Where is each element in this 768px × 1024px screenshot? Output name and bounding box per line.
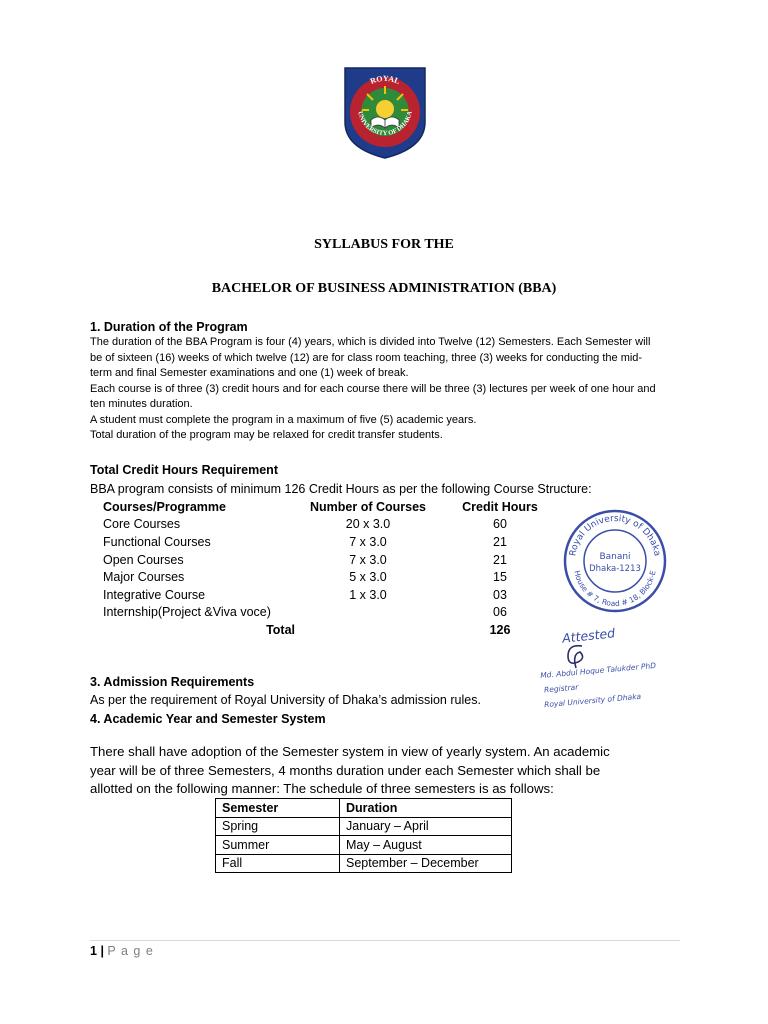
table-row bbox=[216, 817, 512, 836]
section1-line: ten minutes duration. bbox=[90, 398, 193, 410]
footer-divider bbox=[90, 940, 680, 941]
credit-intro: BBA program consists of minimum 126 Credit Hours as per the following Course Structure: bbox=[90, 482, 592, 496]
total-label-cell bbox=[103, 621, 295, 639]
semester-table-header bbox=[216, 799, 512, 818]
section1-line: A student must complete the program in a maximum of five (5) academic years. bbox=[90, 413, 477, 426]
semester-duration: May – August bbox=[340, 836, 512, 855]
table-row bbox=[103, 516, 559, 534]
section1-line: Total duration of the program may be relaxed for credit transfer students. bbox=[90, 429, 443, 441]
university-stamp bbox=[562, 508, 668, 614]
section3-heading: 3. Admission Requirements bbox=[90, 675, 255, 689]
logo-ring-text: UNIVERSITY OF DHAKA bbox=[356, 110, 414, 138]
course-credit: 15 bbox=[493, 570, 507, 585]
svg-text:Royal University of Dhaka bbox=[568, 514, 661, 557]
semester-duration: September – December bbox=[340, 854, 512, 873]
semester-duration: January – April bbox=[340, 817, 512, 836]
table-row bbox=[103, 551, 559, 569]
course-count: 7 x 3.0 bbox=[349, 552, 387, 567]
stamp-line-2: Dhaka-1213 bbox=[589, 564, 641, 574]
course-count: 7 x 3.0 bbox=[349, 534, 387, 549]
section1-line: The duration of the BBA Program is four (4) years, which is divided into Twelve (12) Semesters. Each Semester will bbox=[90, 336, 651, 348]
signatory-org: Royal University of Dhaka bbox=[543, 691, 642, 710]
section4-heading: 4. Academic Year and Semester System bbox=[90, 712, 326, 726]
credit-total-row bbox=[103, 621, 559, 639]
course-credit: 03 bbox=[493, 587, 507, 602]
university-logo bbox=[340, 64, 430, 160]
section4-line: year will be of three Semesters, 4 months duration under each Semester which shall be bbox=[90, 762, 601, 778]
semester-table bbox=[215, 798, 512, 873]
stamp-ring-text: Royal University of Dhaka bbox=[568, 513, 662, 557]
section4-body bbox=[90, 743, 610, 799]
table-row bbox=[103, 568, 559, 586]
section1-line: term and final Semester examinations and one (1) week of break. bbox=[90, 367, 409, 379]
page-footer bbox=[90, 944, 154, 958]
credit-table-header bbox=[103, 498, 559, 516]
section1-line: Each course is of three (3) credit hours and for each course there will be three (3) lectures per week of one hour and bbox=[90, 382, 656, 395]
col-duration: Duration bbox=[340, 799, 512, 818]
total-label: Total bbox=[266, 622, 295, 637]
course-count: 1 x 3.0 bbox=[349, 587, 387, 602]
course-name: Major Courses bbox=[103, 570, 185, 585]
col-courses: Courses/Programme bbox=[103, 499, 226, 514]
course-count: 5 x 3.0 bbox=[349, 570, 387, 585]
course-name: Open Courses bbox=[103, 552, 184, 567]
section1-line: be of sixteen (16) weeks of which twelve (12) are for class room teaching, three (3) weeks for conducting the mid- bbox=[90, 351, 643, 364]
course-credit: 21 bbox=[493, 534, 507, 549]
section1-heading: 1. Duration of the Program bbox=[90, 320, 248, 334]
col-semester: Semester bbox=[216, 799, 340, 818]
stamp-line-1: Banani bbox=[599, 552, 631, 562]
credit-heading: Total Credit Hours Requirement bbox=[90, 463, 278, 477]
course-name: Core Courses bbox=[103, 517, 181, 532]
signatory-name: Md. Abdul Hoque Talukder PhD bbox=[539, 660, 657, 681]
table-row bbox=[103, 604, 559, 622]
col-credit: Credit Hours bbox=[462, 499, 538, 514]
page-label: P a g e bbox=[107, 944, 154, 958]
table-row bbox=[103, 586, 559, 604]
course-credit: 60 bbox=[493, 517, 507, 532]
section4-line: There shall have adoption of the Semester system in view of yearly system. An academic bbox=[90, 744, 610, 759]
course-name: Integrative Course bbox=[103, 587, 206, 602]
section1-body bbox=[90, 335, 690, 444]
title-line-1: SYLLABUS FOR THE bbox=[314, 237, 454, 252]
page-separator: | bbox=[100, 944, 104, 958]
section4-line: allotted on the following manner: The schedule of three semesters is as follows: bbox=[90, 781, 554, 796]
page-number: 1 bbox=[90, 944, 97, 958]
total-value: 126 bbox=[489, 622, 511, 637]
title-line-2: BACHELOR OF BUSINESS ADMINISTRATION (BBA) bbox=[211, 281, 557, 296]
course-name: Internship(Project &Viva voce) bbox=[103, 605, 271, 620]
table-row bbox=[103, 533, 559, 551]
table-row bbox=[216, 836, 512, 855]
total-empty bbox=[295, 621, 441, 639]
course-count bbox=[295, 604, 441, 622]
course-count: 20 x 3.0 bbox=[345, 517, 391, 532]
table-row bbox=[216, 854, 512, 873]
credit-table bbox=[103, 498, 559, 639]
semester-name: Spring bbox=[216, 817, 340, 836]
course-credit: 06 bbox=[493, 605, 507, 620]
course-credit: 21 bbox=[493, 552, 507, 567]
course-name: Functional Courses bbox=[103, 534, 211, 549]
semester-name: Fall bbox=[216, 854, 340, 873]
stamp-bottom-text: House # 7, Road # 18, Block-E bbox=[572, 569, 658, 609]
section3-text: As per the requirement of Royal University of Dhaka’s admission rules. bbox=[90, 693, 481, 707]
logo-top-text: ROYAL bbox=[368, 73, 402, 86]
signatory-title: Registrar bbox=[543, 682, 579, 695]
semester-name: Summer bbox=[216, 836, 340, 855]
col-number: Number of Courses bbox=[310, 499, 426, 514]
attested-text: Attested bbox=[561, 625, 616, 646]
